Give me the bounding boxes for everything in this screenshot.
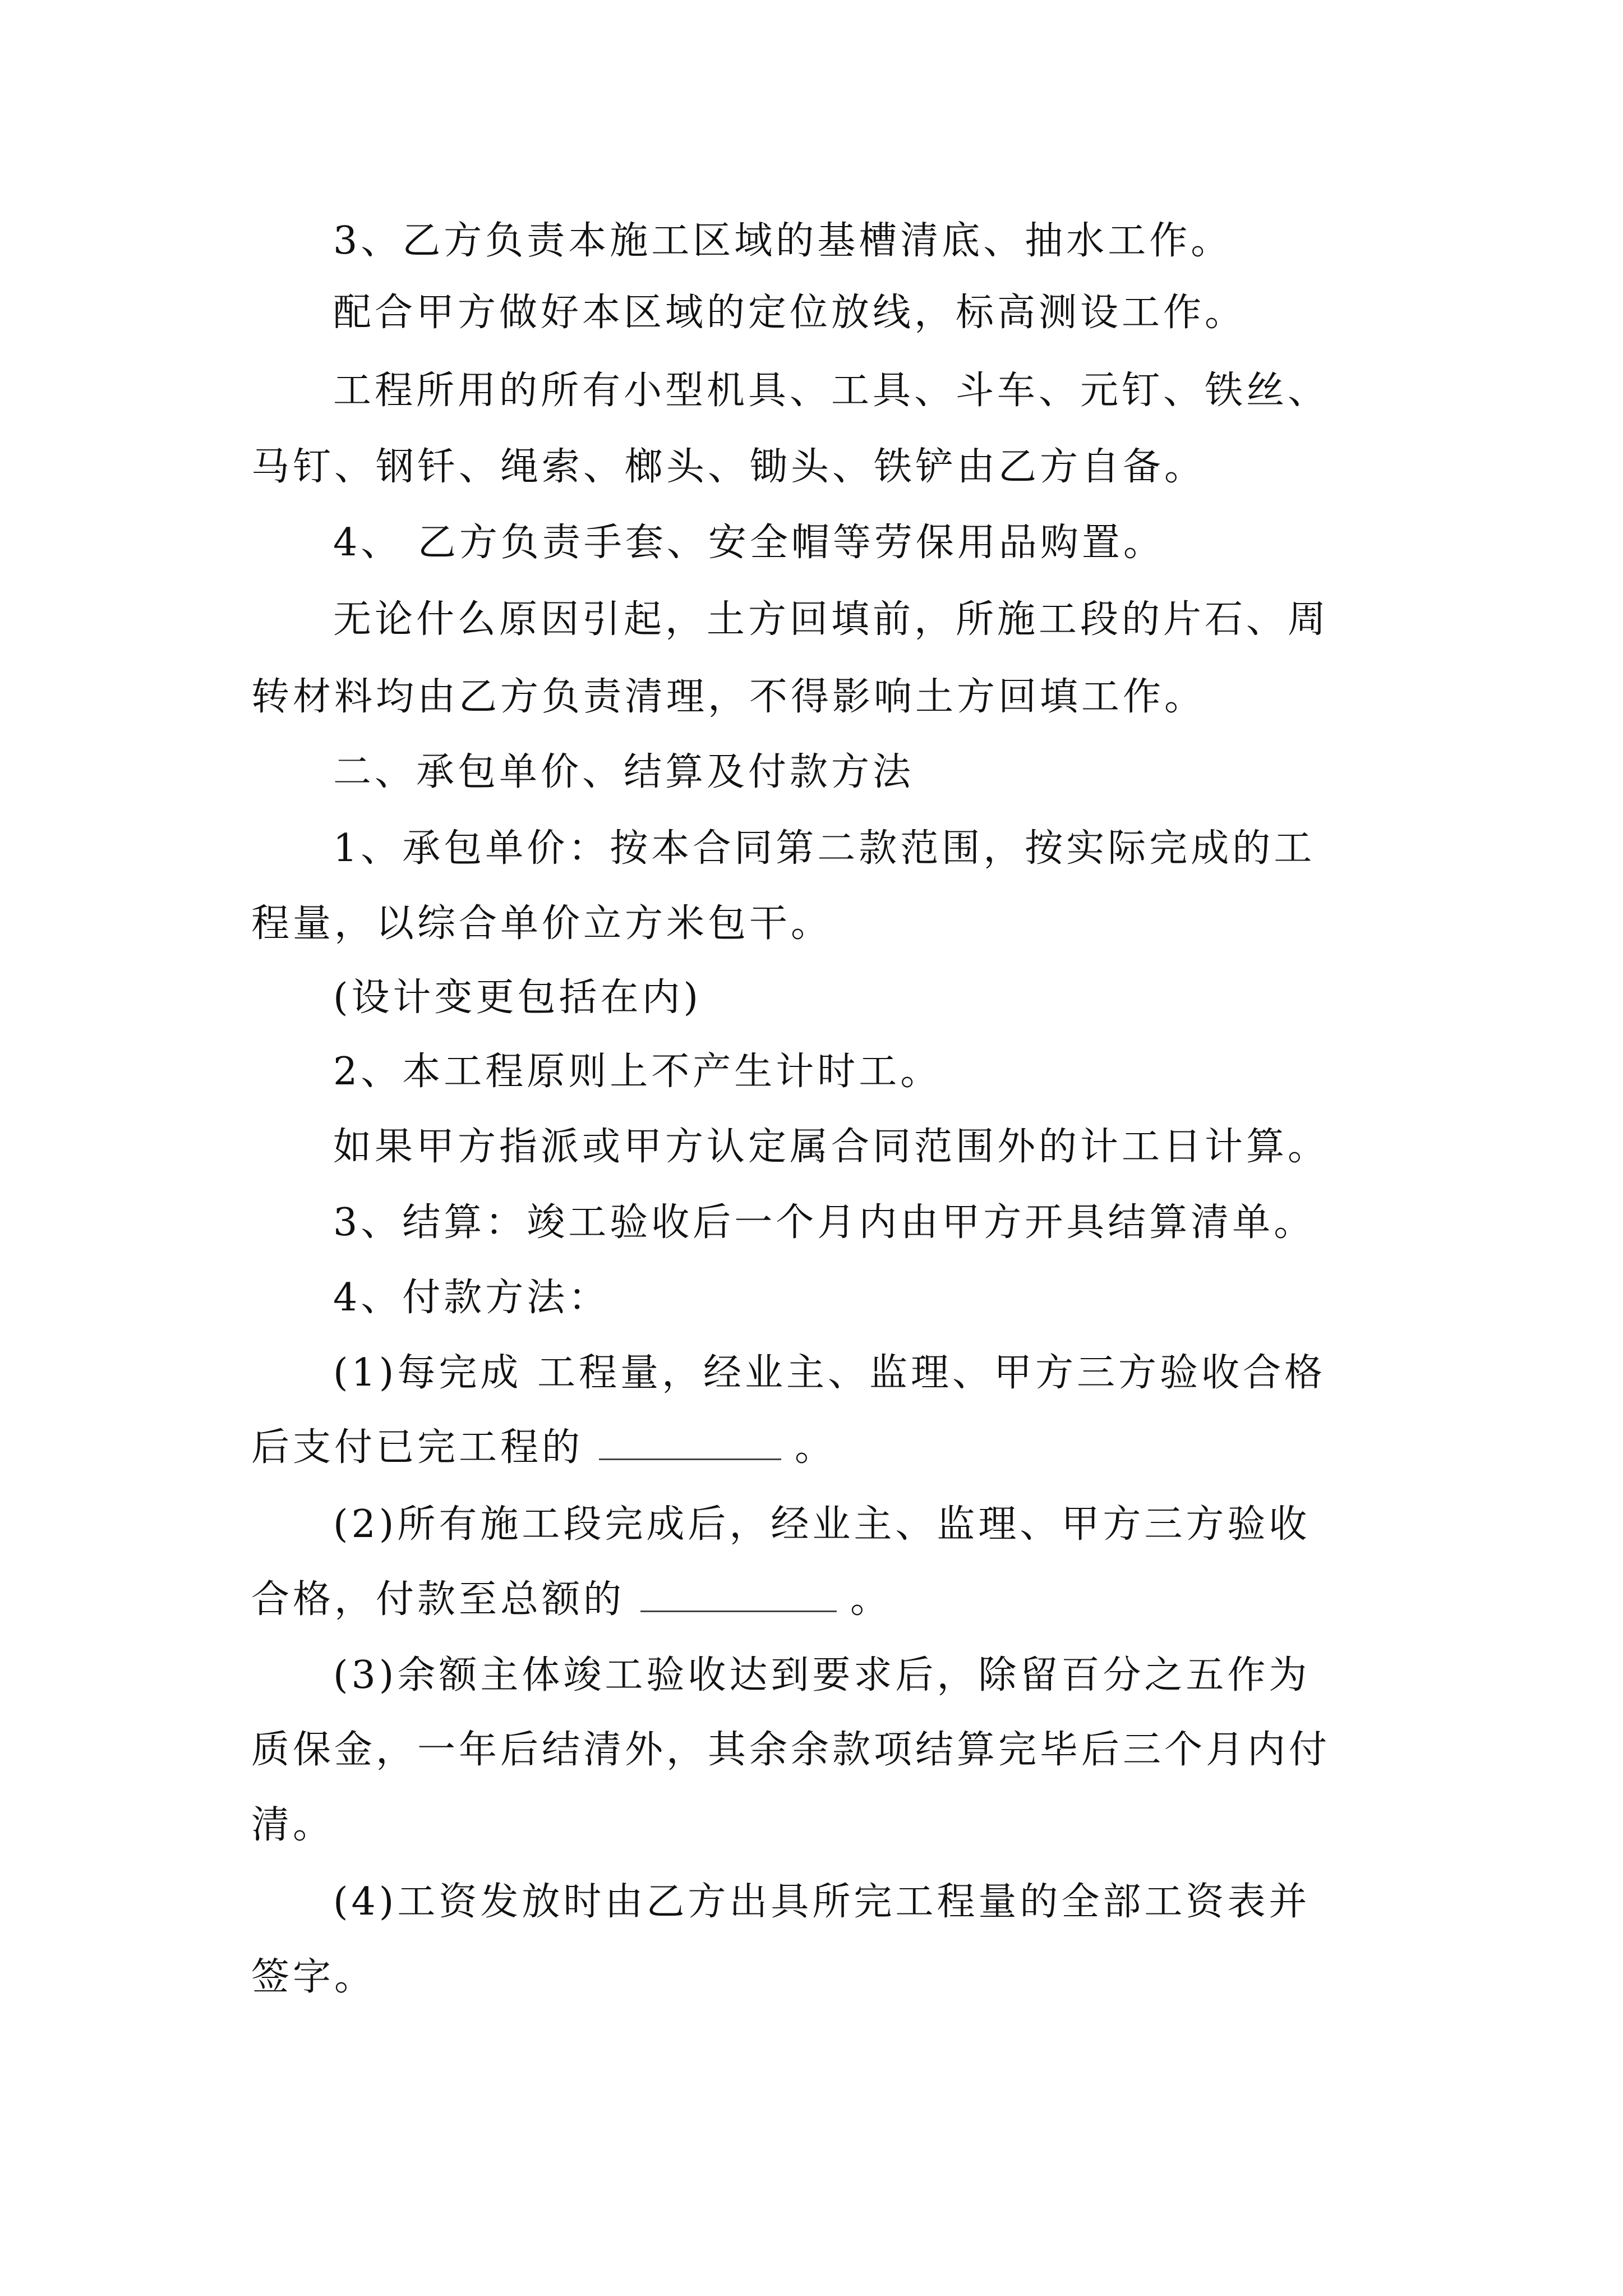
- paragraph-clause-4: 4、 乙方负责手套、安全帽等劳保用品购置。: [333, 521, 1165, 565]
- paragraph-cleanup-line1: 无论什么原因引起，土方回填前，所施工段的片石、周: [333, 597, 1330, 642]
- paragraph-no-hourly: 2、本工程原则上不产生计时工。: [333, 1050, 942, 1094]
- paragraph-payment-3-line2: 质保金，一年后结清外，其余余款项结算完毕后三个月内付: [251, 1728, 1331, 1772]
- paragraph-tools-line1: 工程所用的所有小型机具、工具、斗车、元钉、铁丝、: [333, 369, 1330, 413]
- paragraph-cleanup-line2: 转材料均由乙方负责清理，不得影响土方回填工作。: [251, 675, 1206, 719]
- blank-fill-line: [640, 1577, 837, 1612]
- paragraph-payment-4-line2: 签字。: [251, 1955, 376, 1999]
- paragraph-positioning: 配合甲方做好本区域的定位放线，标高测设工作。: [333, 291, 1247, 335]
- payment-2-text: 合格，付款至总额的: [251, 1577, 625, 1622]
- section-heading-2: 二、承包单价、结算及付款方法: [333, 750, 915, 794]
- paragraph-payment-4-line1: (4)工资发放时由乙方出具所完工程量的全部工资表并: [333, 1880, 1311, 1924]
- paragraph-extra-work: 如果甲方指派或甲方认定属合同范围外的计工日计算。: [333, 1125, 1330, 1169]
- paragraph-unit-price-line1: 1、承包单价：按本合同第二款范围，按实际完成的工: [333, 826, 1316, 871]
- payment-1-period: 。: [795, 1425, 837, 1470]
- paragraph-unit-price-line2: 程量，以综合单价立方米包干。: [251, 901, 833, 946]
- payment-2-period: 。: [850, 1577, 892, 1622]
- paragraph-payment-2-line1: (2)所有施工段完成后，经业主、监理、甲方三方验收: [333, 1502, 1311, 1547]
- paragraph-payment-2-line2: [251, 1572, 1429, 1628]
- paragraph-payment-1-line1: (1)每完成 工程量，经业主、监理、甲方三方验收合格: [333, 1351, 1326, 1395]
- payment-1-text: 后支付已完工程的: [251, 1425, 584, 1470]
- paragraph-tools-line2: 马钉、钢钎、绳索、榔头、锄头、铁铲由乙方自备。: [251, 445, 1206, 489]
- paragraph-design-change: (设计变更包括在内): [333, 976, 702, 1020]
- paragraph-settlement: 3、结算：竣工验收后一个月内由甲方开具结算清单。: [333, 1200, 1316, 1245]
- paragraph-payment-method: 4、付款方法：: [333, 1276, 610, 1320]
- paragraph-clause-3: 3、乙方负责本施工区域的基槽清底、抽水工作。: [333, 219, 1233, 263]
- blank-fill-line: [599, 1425, 781, 1460]
- paragraph-payment-3-line3: 清。: [251, 1803, 335, 1847]
- paragraph-payment-1-line2: [251, 1420, 1429, 1476]
- paragraph-payment-3-line1: (3)余额主体竣工验收达到要求后，除留百分之五作为: [333, 1653, 1311, 1697]
